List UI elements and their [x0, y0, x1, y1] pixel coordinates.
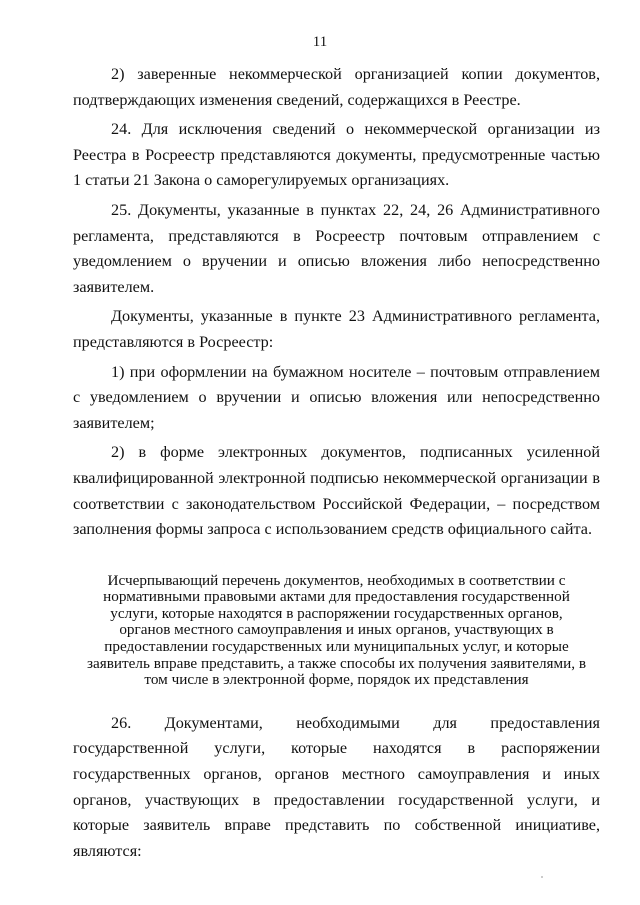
page-number: 11 [312, 34, 328, 50]
paragraph-26: 26. Документами, необходимыми для предоставления государственной услуги, которые находятся в распоряжении государственных органов, органов местного самоуправления и иных органов, участвующих в предоставлении государственной услуги, и которые заявитель вправе представить по собственной инициативе, являются: [73, 713, 600, 860]
paragraph-documents-point-23: Документы, указанные в пункте 23 Административного регламента, представляются в Росреестр: [73, 307, 600, 351]
document-body [73, 62, 600, 864]
paragraph-item-2-electronic: 2) в форме электронных документов, подписанных усиленной квалифицированной электронной подписью некоммерческой организации в соответствии с законодательством Российской Федерации, – посредством заполнения формы запроса с использованием средств официального сайта. [73, 443, 600, 539]
scan-speck [541, 876, 543, 878]
paragraph-24: 24. Для исключения сведений о некоммерческой организации из Реестра в Росреестр представляются документы, предусмотренные частью 1 статьи 21 Закона о саморегулируемых организациях. [73, 120, 600, 190]
paragraph-item-2-copies: 2) заверенные некоммерческой организацией копии документов, подтверждающих изменения сведений, содержащихся в Реестре. [73, 65, 600, 109]
paragraph-item-1-paper: 1) при оформлении на бумажном носителе – почтовым отправлением с уведомлением о вручении и описью вложения или непосредственно заявителем; [73, 362, 600, 432]
paragraph-25: 25. Документы, указанные в пунктах 22, 24, 26 Административного регламента, представляются в Росреестр почтовым отправлением с уведомлением о вручении и описью вложения либо непосредственно заявителем. [73, 200, 600, 296]
section-heading: Исчерпывающий перечень документов, необходимых в соответствии с нормативными правовыми актами для предоставления государственной услуги, которые находятся в распоряжении государственных органов, органов местного самоуправления и иных органов, участвующих в предоставлении государственных или муниципальных услуг, и которые заявитель вправе представить, а также способы их получения заявителями, в том числе в электронной форме, порядок их представления [86, 571, 587, 689]
